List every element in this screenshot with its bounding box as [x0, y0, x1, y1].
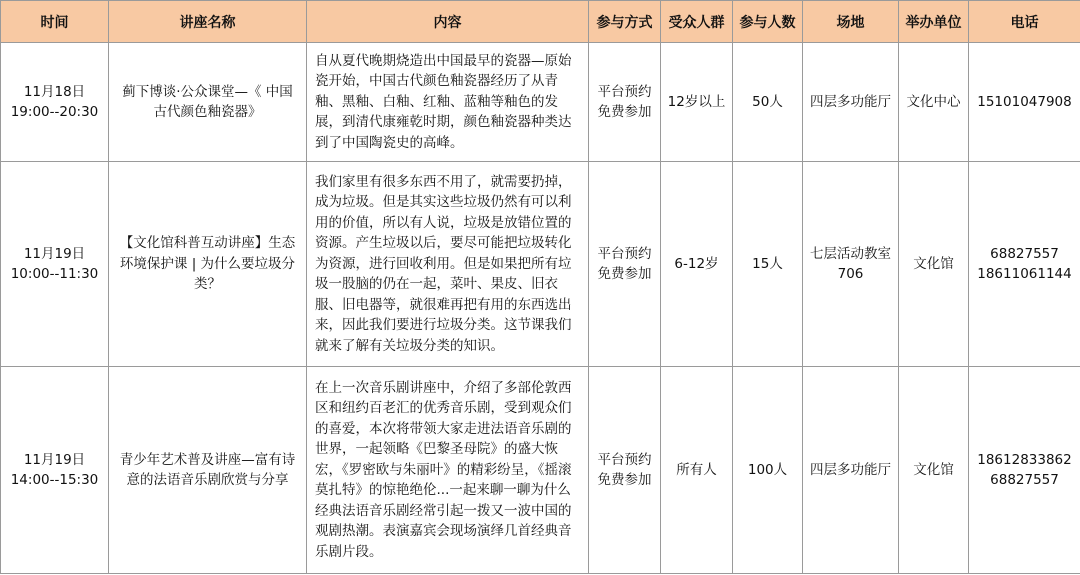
header-time: 时间 [1, 1, 109, 43]
phone-number: 68827557 [990, 472, 1059, 488]
header-row [1, 1, 1080, 43]
date-text: 11月19日 [23, 245, 86, 262]
phone-cell [969, 43, 1080, 162]
method-cell [589, 43, 661, 162]
lecture-name-cell: 【文化馆科普互动讲座】生态环境保护课 | 为什么要垃圾分类？ [109, 162, 307, 367]
content-cell: 在上一次音乐剧讲座中，介绍了多部伦敦西区和纽约百老汇的优秀音乐剧，受到观众们的喜爱，本次将带领大家走进法语音乐剧的世界，一起领略《巴黎圣母院》的盛大恢宏，《罗密欧与朱丽叶》的精彩纷呈，《摇滚莫扎特》的惊艳绝伦...一起来聊一聊为什么经典法语音乐剧经常引起一拨又一波中国的观剧热潮。表演嘉宾会现场演绎几首经典音乐剧片段。 [307, 367, 589, 574]
phone-cell [969, 162, 1080, 367]
lecture-name-cell: 蓟下博谈·公众课堂—《 中国古代颜色釉瓷器》 [109, 43, 307, 162]
header-content: 内容 [307, 1, 589, 43]
date-text: 11月19日 [23, 451, 86, 468]
organizer-cell: 文化馆 [899, 367, 969, 574]
method-cell [589, 162, 661, 367]
time-range-text: 14:00--15:30 [10, 472, 99, 488]
time-cell [1, 162, 109, 367]
content-cell: 我们家里有很多东西不用了，就需要扔掉，成为垃圾。但是其实这些垃圾仍然有可以利用的价值，所以有人说，垃圾是放错位置的资源。产生垃圾以后，要尽可能把垃圾转化为资源，进行回收利用。但是如果把所有垃圾一股脑的仍在一起，菜叶、果皮、旧衣服、旧电器等，就很难再把有用的东西选出来，因此我们要进行垃圾分类。这节课我们就来了解有关垃圾分类的知识。 [307, 162, 589, 367]
audience-cell: 6-12岁 [661, 162, 733, 367]
venue-cell: 七层活动教室706 [803, 162, 899, 367]
header-organizer: 举办单位 [899, 1, 969, 43]
phone-cell [969, 367, 1080, 574]
time-range-text: 19:00--20:30 [10, 104, 99, 120]
header-count: 参与人数 [733, 1, 803, 43]
count-cell: 15人 [733, 162, 803, 367]
lecture-name-cell: 青少年艺术普及讲座—富有诗意的法语音乐剧欣赏与分享 [109, 367, 307, 574]
date-text: 11月18日 [23, 83, 86, 100]
organizer-cell: 文化中心 [899, 43, 969, 162]
method-cell [589, 367, 661, 574]
organizer-cell: 文化馆 [899, 162, 969, 367]
header-audience: 受众人群 [661, 1, 733, 43]
table-row [1, 162, 1080, 367]
time-cell [1, 367, 109, 574]
method-line: 平台预约 [597, 245, 652, 262]
header-name: 讲座名称 [109, 1, 307, 43]
count-cell: 100人 [733, 367, 803, 574]
venue-cell: 四层多功能厅 [803, 43, 899, 162]
method-line: 平台预约 [597, 83, 652, 100]
method-line: 免费参加 [597, 472, 652, 488]
method-line: 免费参加 [597, 104, 652, 120]
phone-number: 18612833862 [977, 451, 1072, 468]
header-method: 参与方式 [589, 1, 661, 43]
method-line: 平台预约 [597, 451, 652, 468]
header-venue: 场地 [803, 1, 899, 43]
table-row [1, 367, 1080, 574]
audience-cell: 所有人 [661, 367, 733, 574]
time-range-text: 10:00--11:30 [10, 266, 99, 282]
method-line: 免费参加 [597, 266, 652, 282]
phone-number: 15101047908 [977, 93, 1072, 110]
phone-number: 68827557 [990, 245, 1059, 262]
audience-cell: 12岁以上 [661, 43, 733, 162]
content-cell: 自从夏代晚期烧造出中国最早的瓷器—原始瓷开始，中国古代颜色釉瓷器经历了从青釉、黑釉、白釉、红釉、蓝釉等釉色的发展，到清代康雍乾时期，颜色釉瓷器种类达到了中国陶瓷史的高峰。 [307, 43, 589, 162]
count-cell: 50人 [733, 43, 803, 162]
table-row [1, 43, 1080, 162]
phone-number: 18611061144 [977, 266, 1072, 282]
time-cell [1, 43, 109, 162]
header-phone: 电话 [969, 1, 1080, 43]
venue-cell: 四层多功能厅 [803, 367, 899, 574]
